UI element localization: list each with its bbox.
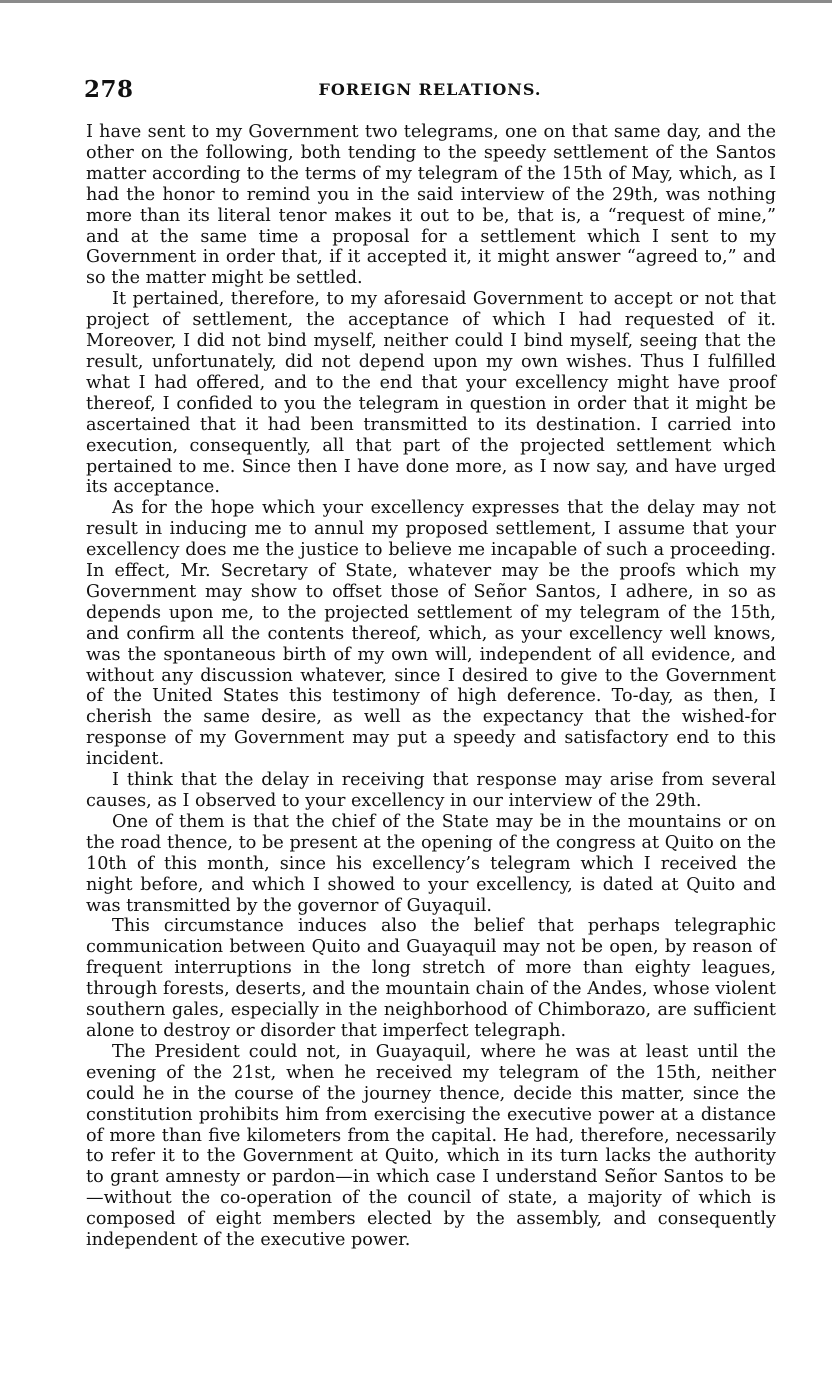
paragraph: One of them is that the chief of the State may be in the mountains or on the road thence, to be present at the opening of the congress at Quito on the 10th of this month, since his excellency’s telegram which I received the night before, and which I showed to your excellency, is dated at Quito and was transmitted by the governor of Guyaquil. [86, 811, 776, 916]
paragraph: I think that the delay in receiving that response may arise from several causes, as I observed to your excellency in our interview of the 29th. [86, 770, 776, 811]
body-text [86, 122, 776, 1251]
page-header [84, 74, 776, 104]
paragraph: I have sent to my Government two telegrams, one on that same day, and the other on the following, both tending to the speedy settlement of the Santos matter according to the terms of my telegram of the 15th of May, which, as I had the honor to remind you in the said interview of the 29th, was nothing more than its literal tenor makes it out to be, that is, a “request of mine,” and at the same time a proposal for a settlement which I sent to my Government in order that, if it accepted it, it might answer “agreed to,” and so the matter might be settled. [86, 122, 776, 289]
paragraph: As for the hope which your excellency expresses that the delay may not result in inducing me to annul my proposed settlement, I assume that your excellency does me the justice to believe me incapable of such a proceeding. In effect, Mr. Secretary of State, whatever may be the proofs which my Government may show to offset those of Señor Santos, I adhere, in so as depends upon me, to the projected settlement of my telegram of the 15th, and confirm all the contents thereof, which, as your excellency well knows, was the spontaneous birth of my own will, independent of all evidence, and without any discussion whatever, since I desired to give to the Government of the United States this testimony of high deference. To-day, as then, I cherish the same desire, as well as the expectancy that the wished-for response of my Government may put a speedy and satisfactory end to this incident. [86, 498, 776, 770]
running-title: FOREIGN RELATIONS. [318, 80, 542, 99]
top-rule [0, 0, 832, 3]
paragraph: This circumstance induces also the belief that perhaps telegraphic communication between Quito and Guayaquil may not be open, by reason of frequent interruptions in the long stretch of more than eighty leagues, through forests, deserts, and the mountain chain of the Andes, whose violent southern gales, especially in the neighborhood of Chimborazo, are sufficient alone to destroy or disorder that imperfect telegraph. [86, 916, 776, 1041]
paragraph: It pertained, therefore, to my aforesaid Government to accept or not that project of settlement, the acceptance of which I had requested of it. Moreover, I did not bind myself, neither could I bind myself, seeing that the result, unfortunately, did not depend upon my own wishes. Thus I fulfilled what I had offered, and to the end that your excellency might have proof thereof, I confided to you the telegram in question in order that it might be ascertained that it had been transmitted to its destination. I carried into execution, consequently, all that part of the projected settlement which pertained to me. Since then I have done more, as I now say, and have urged its acceptance. [86, 289, 776, 498]
paragraph: The President could not, in Guayaquil, where he was at least until the evening of the 21st, when he received my telegram of the 15th, neither could he in the course of the journey thence, decide this matter, since the constitution prohibits him from exercising the executive power at a distance of more than five kilometers from the capital. He had, therefore, necessarily to refer it to the Government at Quito, which in its turn lacks the authority to grant amnesty or pardon—in which case I understand Señor Santos to be—without the co-operation of the council of state, a majority of which is composed of eight members elected by the assembly, and consequently independent of the executive power. [86, 1041, 776, 1251]
page-number: 278 [84, 76, 134, 103]
